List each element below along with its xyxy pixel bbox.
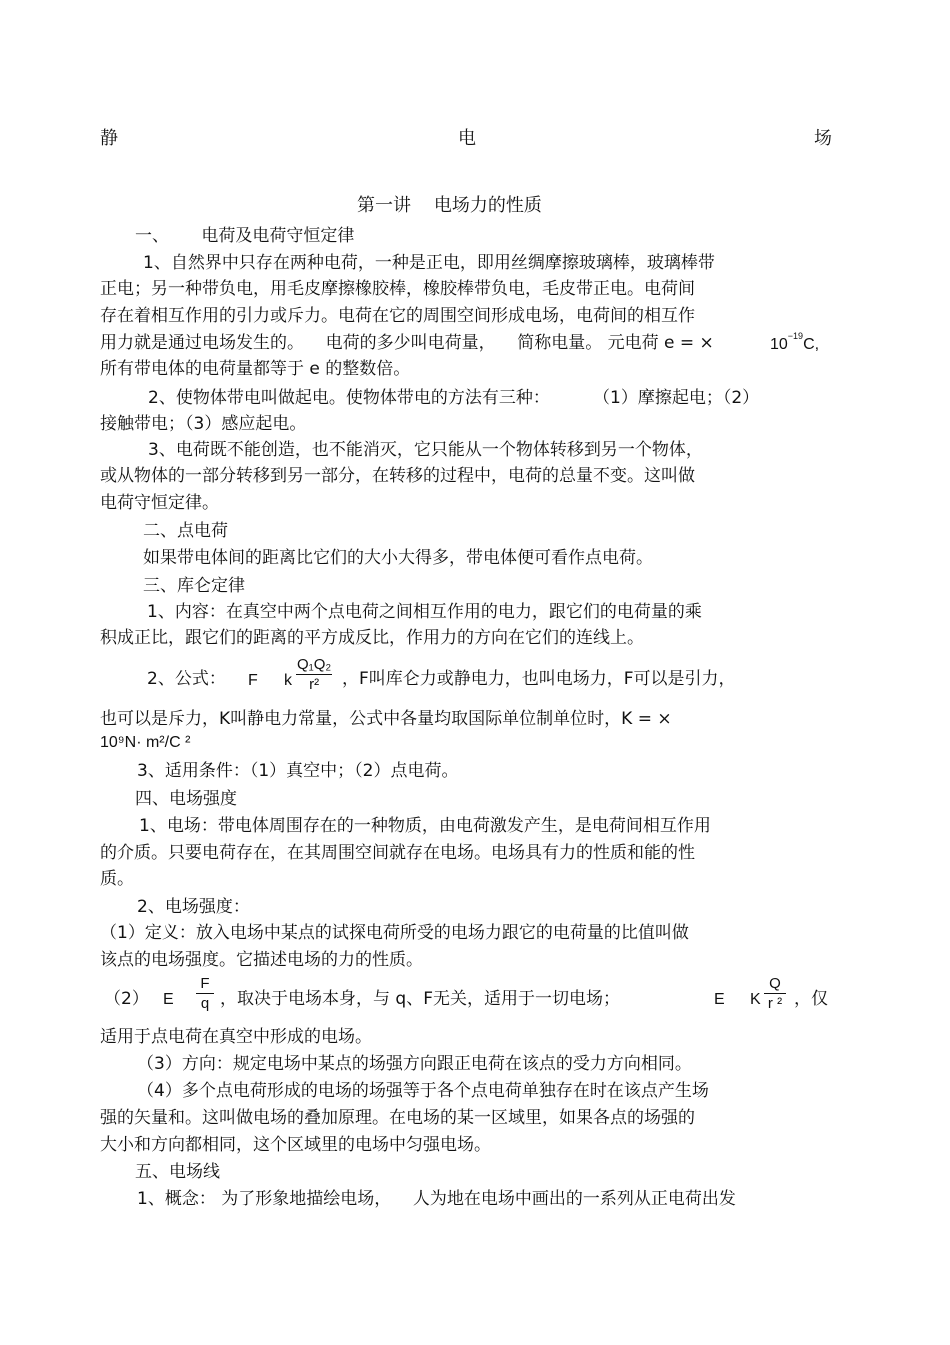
paragraph-line: 1、电场：带电体周围存在的一种物质，由电荷激发产生，是电荷间相互作用	[139, 816, 711, 836]
paragraph-line: （3）方向：规定电场中某点的场强方向跟正电荷在该点的受力方向相同。	[137, 1054, 692, 1074]
paragraph-line: 正电；另一种带负电，用毛皮摩擦橡胶棒，橡胶棒带负电，毛皮带正电。电荷间	[100, 279, 695, 299]
fraction-bar	[196, 993, 214, 994]
paragraph-line: 1、内容：在真空中两个点电荷之间相互作用的电力，跟它们的电荷量的乘	[147, 602, 702, 622]
coulomb-fraction	[296, 656, 332, 693]
paragraph-line: 用力就是通过电场发生的。 电荷的多少叫电荷量， 简称电量。 元电荷 e = ×	[100, 333, 714, 353]
paragraph-line: 3、电荷既不能创造，也不能消灭，它只能从一个物体转移到另一个物体，	[148, 440, 703, 460]
formula-label: （2）	[104, 989, 149, 1009]
point-field-fraction	[764, 975, 786, 1012]
fraction-numerator: F	[200, 975, 210, 992]
formula-symbol: K	[750, 991, 761, 1008]
charge-value: $10^{-19}C$,	[770, 331, 820, 353]
fraction-numerator: Q	[769, 975, 781, 992]
paragraph-line: ，仅	[794, 989, 828, 1009]
paragraph-line: 2、电场强度：	[137, 897, 250, 917]
formula-label: 2、公式：	[147, 669, 226, 689]
fraction-denominator: r ²	[767, 995, 783, 1012]
formula-symbol: E	[163, 991, 174, 1008]
formula-symbol: E	[714, 991, 725, 1008]
formula-symbol: k	[284, 672, 292, 689]
fraction-bar	[764, 993, 786, 994]
paragraph-line: 也可以是斥力，K叫静电力常量，公式中各量均取国际单位制单位时，K = ×	[100, 709, 672, 729]
section-heading: 三、库仑定律	[143, 576, 245, 596]
paragraph-line: 存在着相互作用的引力或斥力。电荷在它的周围空间形成电场，电荷间的相互作	[100, 306, 695, 326]
paragraph-line: 大小和方向都相同，这个区域里的电场中匀强电场。	[100, 1135, 491, 1155]
paragraph-line: 积成正比，跟它们的距离的平方成反比，作用力的方向在它们的连线上。	[100, 628, 644, 648]
paragraph-line: 该点的电场强度。它描述电场的力的性质。	[100, 950, 423, 970]
paragraph-line: 3、适用条件：（1）真空中；（2）点电荷。	[137, 761, 459, 781]
paragraph-line: 接触带电；（3）感应起电。	[100, 414, 307, 434]
fraction-denominator: q	[200, 995, 210, 1012]
paragraph-line: 如果带电体间的距离比它们的大小大得多，带电体便可看作点电荷。	[143, 548, 653, 568]
section-heading: 五、电场线	[135, 1162, 220, 1182]
paragraph-line: 适用于点电荷在真空中形成的电场。	[100, 1027, 372, 1047]
section-heading: 四、电场强度	[135, 789, 237, 809]
paragraph-line: ，F叫库仑力或静电力，也叫电场力，F可以是引力，	[342, 669, 736, 689]
paragraph-line: 或从物体的一部分转移到另一部分，在转移的过程中，电荷的总量不变。这叫做	[100, 466, 695, 486]
fraction-numerator: Q₁Q₂	[297, 656, 332, 673]
fraction-denominator: r²	[309, 676, 320, 693]
paragraph-line: 1、自然界中只存在两种电荷，一种是正电，即用丝绸摩擦玻璃棒，玻璃棒带	[143, 253, 715, 273]
paragraph-line: （4）多个点电荷形成的电场的场强等于各个点电荷单独存在时在该点产生场	[137, 1081, 709, 1101]
paragraph-line: 质。	[100, 869, 134, 889]
paragraph-line: 电荷守恒定律。	[100, 493, 219, 513]
section-heading: 二、点电荷	[143, 521, 228, 541]
header-char: 静	[100, 128, 118, 149]
paragraph-line: 强的矢量和。这叫做电场的叠加原理。在电场的某一区域里，如果各点的场强的	[100, 1108, 695, 1128]
section-heading: 一、 电荷及电荷守恒定律	[135, 226, 355, 246]
constant-unit: 10⁹N· m²/C ²	[100, 734, 191, 751]
paragraph-line: 的介质。只要电荷存在，在其周围空间就存在电场。电场具有力的性质和能的性	[100, 843, 695, 863]
fraction-bar	[296, 674, 332, 675]
paragraph-line: 1、概念： 为了形象地描绘电场， 人为地在电场中画出的一系列从正电荷出发	[137, 1189, 736, 1209]
header-char: 场	[814, 128, 832, 149]
paragraph-line: 所有带电体的电荷量都等于 e 的整数倍。	[100, 359, 411, 379]
lecture-title: 第一讲 电场力的性质	[357, 195, 542, 216]
field-fraction	[196, 975, 214, 1012]
paragraph-line: ，取决于电场本身，与 q、F无关，适用于一切电场；	[220, 989, 620, 1009]
header-char: 电	[458, 128, 476, 149]
formula-symbol: F	[248, 672, 258, 689]
paragraph-line: 2、使物体带电叫做起电。使物体带电的方法有三种： （1）摩擦起电；（2）	[148, 388, 760, 408]
paragraph-line: （1）定义：放入电场中某点的试探电荷所受的电场力跟它的电荷量的比值叫做	[100, 923, 689, 943]
